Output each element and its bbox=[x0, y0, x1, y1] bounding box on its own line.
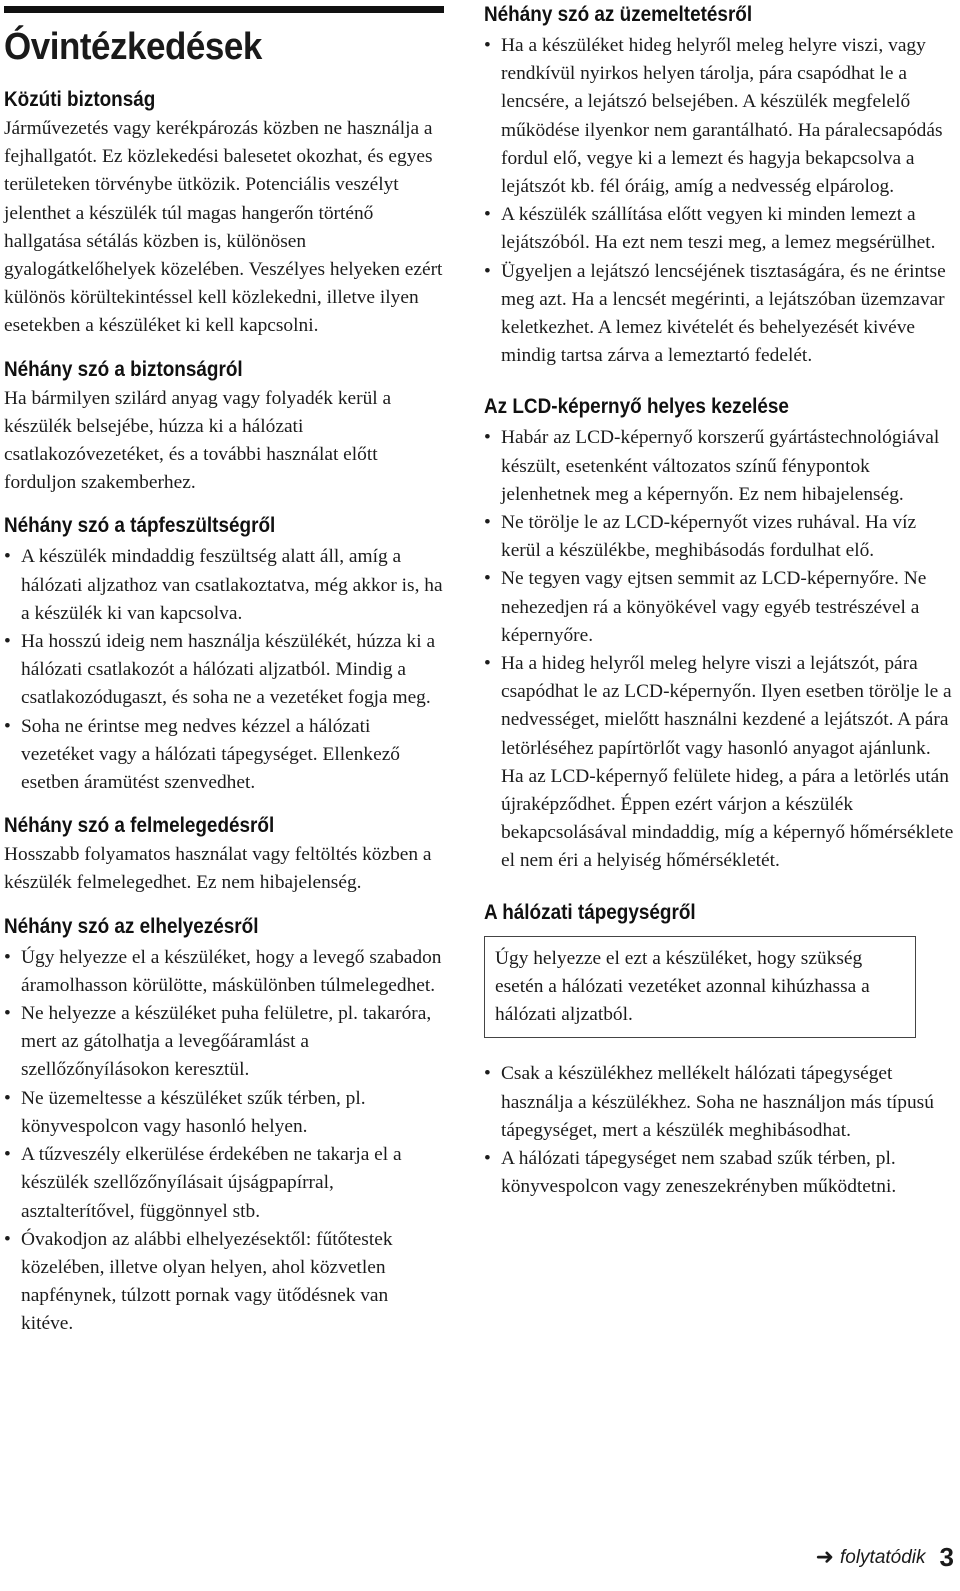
section-heading: Néhány szó az elhelyezésről bbox=[4, 913, 259, 938]
bullet-icon: • bbox=[4, 1087, 11, 1109]
bullet-list bbox=[4, 944, 444, 1339]
bullet-list bbox=[484, 424, 956, 875]
list-item-text: A készülék szállítása előtt vegyen ki minden lemezt a lejátszóból. Ha ezt nem teszi meg, a lemez megsérülhet. bbox=[501, 204, 936, 254]
list-item bbox=[484, 565, 956, 650]
list-item bbox=[484, 424, 956, 509]
bullet-list bbox=[484, 1060, 956, 1201]
list-item-text: Ne tegyen vagy ejtsen semmit az LCD-képernyőre. Ne nehezedjen rá a könyökével vagy egyéb testrészével a képernyőre. bbox=[501, 568, 927, 646]
list-item bbox=[484, 32, 956, 201]
list-item-text: Ne üzemeltesse a készüléket szűk térben, pl. könyvespolcon vagy hasonló helyen. bbox=[21, 1087, 366, 1137]
section-heading: Néhány szó a biztonságról bbox=[4, 356, 243, 381]
list-item-extra: Ha az LCD-képernyő felülete hideg, a pára a letörlés után újraképződhet. Éppen ezért várjon a készülék bekapcsolásával mindaddig, míg a képernyő hőmérséklete el nem éri a helyiség hőmérsékletét. bbox=[501, 765, 954, 872]
list-item-text: Ügyeljen a lejátszó lencséjének tisztaságára, és ne érintse meg azt. Ha a lencsét megérinti, a lejátszóban üzemzavar keletkezhet. A lemez kivételét és behelyezését kivéve mindig tartsa zárva a lemeztartó fedelét. bbox=[501, 260, 946, 367]
list-item-text: A készülék mindaddig feszültség alatt áll, amíg a hálózati aljzathoz van csatlakoztatva, még akkor is, ha a készülék ki van kapcsolva. bbox=[21, 546, 443, 624]
list-item-text: Soha ne érintse meg nedves kézzel a hálózati vezetéket vagy a hálózati tápegységet. Ellenkező esetben áramütést szenvedhet. bbox=[21, 715, 401, 794]
section-heading: Néhány szó az üzemeltetésről bbox=[484, 2, 753, 26]
right-column bbox=[484, 0, 956, 1215]
list-item bbox=[484, 650, 956, 876]
bullet-icon: • bbox=[484, 427, 491, 449]
section-heating bbox=[4, 811, 444, 897]
section-paragraph: Járművezetés vagy kerékpározás közben ne használja a fejhallgatót. Ez közlekedési balesetet okozhat, és egyes területeken törvénybe ütközik. Potenciális veszélyt jelenthet a készülék túl magas hangerőn történő hallgatása sétálás közben is, különösen gyalogátkelőhelyek közelében. Veszélyes helyeken ezért különös körültekintéssel kell közlekedni, illetve ilyen esetekben a készüléket ki kell kapcsolni. bbox=[4, 118, 443, 337]
left-column bbox=[4, 0, 444, 1353]
bullet-icon: • bbox=[4, 946, 11, 968]
list-item bbox=[4, 1226, 444, 1339]
bullet-icon: • bbox=[484, 512, 491, 534]
bullet-list bbox=[4, 543, 444, 797]
continued-label: folytatódik bbox=[839, 1546, 926, 1568]
bullet-icon: • bbox=[484, 204, 491, 226]
section-heading: Néhány szó a tápfeszültségről bbox=[4, 513, 276, 538]
section-paragraph: Hosszabb folyamatos használat vagy feltöltés közben a készülék felmelegedhet. Ez nem hibajelenség. bbox=[4, 844, 432, 894]
list-item-text: Ne helyezze a készüléket puha felületre, pl. takaróra, mert az gátolhatja a levegőáramlást a szellőzőnyílásokon keresztül. bbox=[21, 1003, 432, 1081]
section-lcd bbox=[484, 392, 956, 875]
page-title: Óvintézkedések bbox=[4, 26, 262, 68]
section-heading: Az LCD-képernyő helyes kezelése bbox=[484, 394, 789, 419]
bullet-icon: • bbox=[4, 1228, 11, 1250]
section-paragraph: Ha bármilyen szilárd anyag vagy folyadék kerül a készülék belsejébe, húzza ki a hálózati csatlakozóvezetéket, és a további használat előtt forduljon szakemberhez. bbox=[4, 387, 392, 494]
bullet-icon: • bbox=[484, 653, 491, 675]
bullet-icon: • bbox=[4, 715, 11, 737]
list-item bbox=[484, 1060, 956, 1145]
bullet-icon: • bbox=[4, 631, 11, 653]
list-item bbox=[4, 713, 444, 798]
bullet-icon: • bbox=[484, 35, 491, 56]
section-safety bbox=[4, 355, 444, 498]
section-heading: Néhány szó a felmelegedésről bbox=[4, 813, 275, 838]
section-operation bbox=[484, 0, 956, 370]
list-item-text: A tűzveszély elkerülése érdekében ne takarja el a készülék szellőzőnyílásait újságpapírral, asztalterítővel, függönnyel stb. bbox=[21, 1144, 402, 1222]
list-item bbox=[4, 1000, 444, 1085]
list-item-text: Óvakodjon az alábbi elhelyezésektől: fűtőtestek közelében, illetve olyan helyen, ahol közvetlen napfénynek, túlzott pornak vagy ütődésnek van kitéve. bbox=[21, 1228, 393, 1335]
list-item-text: Ne törölje le az LCD-képernyőt vizes ruhával. Ha víz kerül a készülékbe, meghibásodás fordulhat elő. bbox=[501, 512, 917, 562]
list-item bbox=[4, 944, 444, 1000]
bullet-icon: • bbox=[484, 568, 491, 590]
list-item-text: A hálózati tápegységet nem szabad szűk térben, pl. könyvespolcon vagy zeneszekrényben működtetni. bbox=[501, 1147, 897, 1198]
list-item-text: Ha a készüléket hideg helyről meleg helyre viszi, vagy rendkívül nyirkos helyen tárolja, pára csapódhat le a lencsére, a lejátszó belsejében. A készülék megfelelő működése ilyenkor nem garantálható. Ha páralecsapódás fordul elő, vegye ki a lemezt és hagyja bekapcsolva a lejátszót kb. fél óráig, amíg a nedvesség elpárolog. bbox=[501, 35, 943, 198]
list-item bbox=[4, 628, 444, 713]
list-item bbox=[484, 1145, 956, 1201]
bullet-list bbox=[484, 32, 956, 370]
section-ac-adapter bbox=[484, 898, 956, 1202]
list-item bbox=[4, 543, 444, 628]
section-power bbox=[4, 511, 444, 797]
section-placement bbox=[4, 912, 444, 1339]
bullet-icon: • bbox=[484, 1147, 491, 1169]
list-item-text: Úgy helyezze el a készüléket, hogy a levegő szabadon áramolhasson körülötte, máskülönben túlmelegedhet. bbox=[21, 946, 442, 996]
list-item bbox=[484, 509, 956, 565]
section-road-safety bbox=[4, 85, 444, 341]
notice-box: Úgy helyezze el ezt a készüléket, hogy szükség esetén a hálózati vezetéket azonnal kihúzhassa a hálózati aljzatból. bbox=[484, 936, 916, 1039]
bullet-icon: • bbox=[4, 1003, 11, 1025]
bullet-icon: • bbox=[484, 260, 491, 282]
continue-arrow-icon: ➜ bbox=[815, 1544, 834, 1570]
bullet-icon: • bbox=[4, 1144, 11, 1166]
page-footer bbox=[816, 1542, 954, 1573]
title-rule bbox=[4, 6, 444, 13]
section-heading: A hálózati tápegységről bbox=[484, 899, 696, 924]
list-item bbox=[484, 258, 956, 371]
page-number: 3 bbox=[939, 1542, 954, 1572]
list-item-text: Ha hosszú ideig nem használja készülékét, húzza ki a hálózati csatlakozót a hálózati aljzatból. Mindig a csatlakozódugaszt, és soha ne a vezetéket fogja meg. bbox=[21, 631, 436, 709]
bullet-icon: • bbox=[484, 1063, 491, 1085]
list-item bbox=[4, 1085, 444, 1141]
section-heading: Közúti biztonság bbox=[4, 87, 156, 111]
list-item bbox=[484, 201, 956, 257]
list-item-text: Ha a hideg helyről meleg helyre viszi a lejátszót, pára csapódhat le az LCD-képernyőn. Ilyen esetben törölje le a nedvességet, mielőtt használni kezdené a lejátszót. A pára letörléséhez papírtörlőt vagy hasonló anyagot ajánlunk. bbox=[501, 653, 952, 759]
list-item-text: Csak a készülékhez mellékelt hálózati tápegységet használja a készülékhez. Soha ne használjon más típusú tápegységet, mert a készülék meghibásodhat. bbox=[501, 1063, 934, 1141]
bullet-icon: • bbox=[4, 546, 11, 568]
list-item-text: Habár az LCD-képernyő korszerű gyártástechnológiával készült, esetenként változatos színű fénypontok jelenhetnek meg a képernyőn. Ez nem hibajelenség. bbox=[501, 427, 940, 505]
list-item bbox=[4, 1141, 444, 1226]
